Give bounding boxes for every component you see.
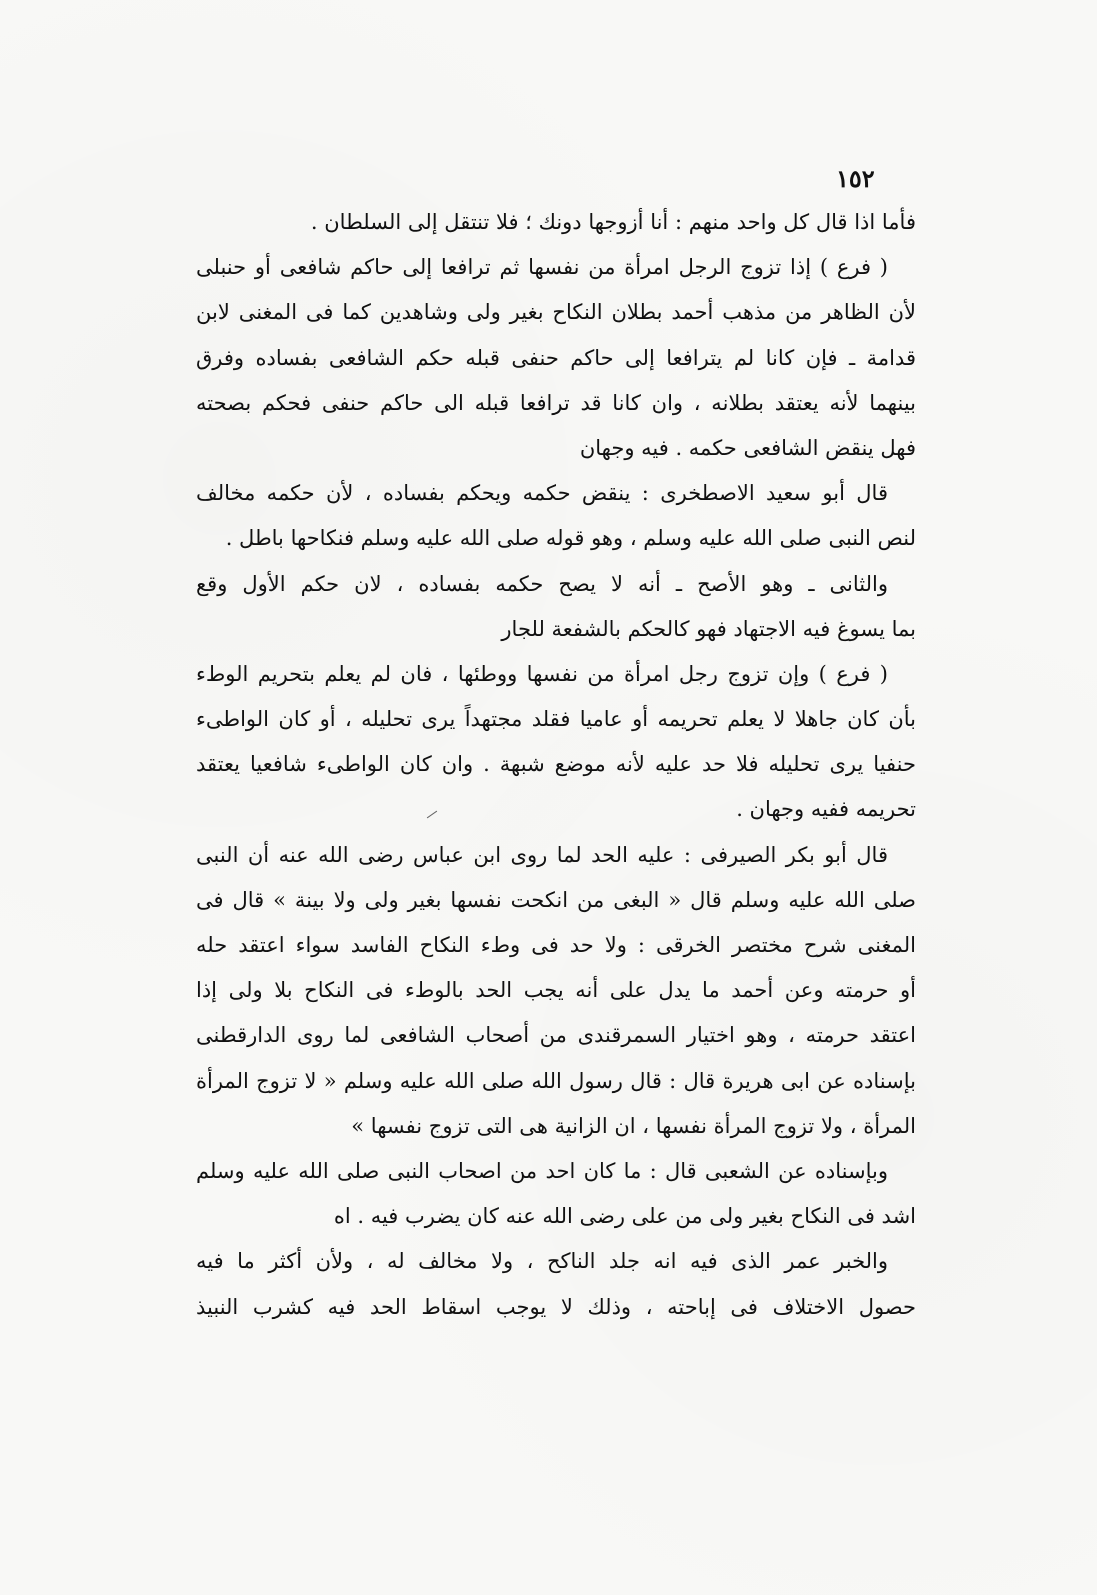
text-line: حنفيا يرى تحليله فلا حد عليه لأنه موضع شبهة . وان كان الواطىء شافعيا يعتقد	[196, 752, 916, 777]
body-text	[196, 200, 916, 1330]
text-line: فهل ينقض الشافعى حكمه . فيه وجهان	[579, 435, 916, 460]
text-line: بإسناده عن ابى هريرة قال : قال رسول الله صلى الله عليه وسلم « لا تزوج المرأة	[196, 1068, 916, 1093]
text-line: حصول الاختلاف فى إباحته ، وذلك لا يوجب اسقاط الحد فيه كشرب النبيذ	[196, 1294, 916, 1319]
text-line: اعتقد حرمته ، وهو اختيار السمرقندى من أصحاب الشافعى لما روى الدارقطنى	[196, 1023, 916, 1048]
text-line: لنص النبى صلى الله عليه وسلم ، وهو قوله صلى الله عليه وسلم فنكاحها باطل .	[225, 526, 916, 551]
text-line: المرأة ، ولا تزوج المرأة نفسها ، ان الزانية هى التى تزوج نفسها »	[351, 1113, 916, 1138]
text-line: والخبر عمر الذى فيه انه جلد الناكح ، ولا مخالف له ، ولأن أكثر ما فيه	[196, 1249, 888, 1274]
text-line: وبإسناده عن الشعبى قال : ما كان احد من اصحاب النبى صلى الله عليه وسلم	[196, 1158, 888, 1183]
text-line: والثانى ـ وهو الأصح ـ أنه لا يصح حكمه بفساده ، لان حكم الأول وقع	[196, 571, 888, 596]
text-line: اشد فى النكاح بغير ولى من على رضى الله عنه كان يضرب فيه . اه	[333, 1204, 916, 1229]
page-number: ١٥٢	[836, 164, 875, 193]
text-line: تحريمه ففيه وجهان .	[736, 797, 916, 822]
text-line: ( فرع ) إذا تزوج الرجل امرأة من نفسها ثم ترافعا إلى حاكم شافعى أو حنبلى	[196, 255, 888, 280]
text-line: ( فرع ) وإن تزوج رجل امرأة من نفسها ووطئها ، فان لم يعلم بتحريم الوطء	[196, 661, 888, 686]
text-line: بينهما لأنه يعتقد بطلانه ، وان كانا قد ترافعا قبله الى حاكم حنفى فحكم بصحته	[196, 390, 916, 415]
text-line: فأما اذا قال كل واحد منهم : أنا أزوجها دونك ؛ فلا تنتقل إلى السلطان .	[310, 210, 916, 234]
text-line: المغنى شرح مختصر الخرقى : ولا حد فى وطء النكاح الفاسد سواء اعتقد حله	[196, 933, 916, 957]
text-line: قدامة ـ فإن كانا لم يترافعا إلى حاكم حنفى قبله حكم الشافعى بفساده وفرق	[196, 345, 916, 370]
text-line: بما يسوغ فيه الاجتهاد فهو كالحكم بالشفعة للجار	[501, 616, 916, 641]
text-line: أو حرمته وعن أحمد ما يدل على أنه يجب الحد بالوطء فى النكاح بلا ولى إذا	[196, 978, 916, 1003]
text-line: صلى الله عليه وسلم قال « البغى من انكحت نفسها بغير ولى ولا بينة » قال فى	[196, 887, 916, 912]
text-line: بأن كان جاهلا لا يعلم تحريمه أو عاميا فقلد مجتهداً يرى تحليله ، أو كان الواطىء	[196, 707, 916, 732]
text-line: لأن الظاهر من مذهب أحمد بطلان النكاح بغير ولى وشاهدين كما فى المغنى لابن	[196, 300, 916, 325]
text-line: قال أبو سعيد الاصطخرى : ينقض حكمه ويحكم بفساده ، لأن حكمه مخالف	[196, 481, 888, 506]
text-line: قال أبو بكر الصيرفى : عليه الحد لما روى ابن عباس رضى الله عنه أن النبى	[196, 842, 888, 867]
